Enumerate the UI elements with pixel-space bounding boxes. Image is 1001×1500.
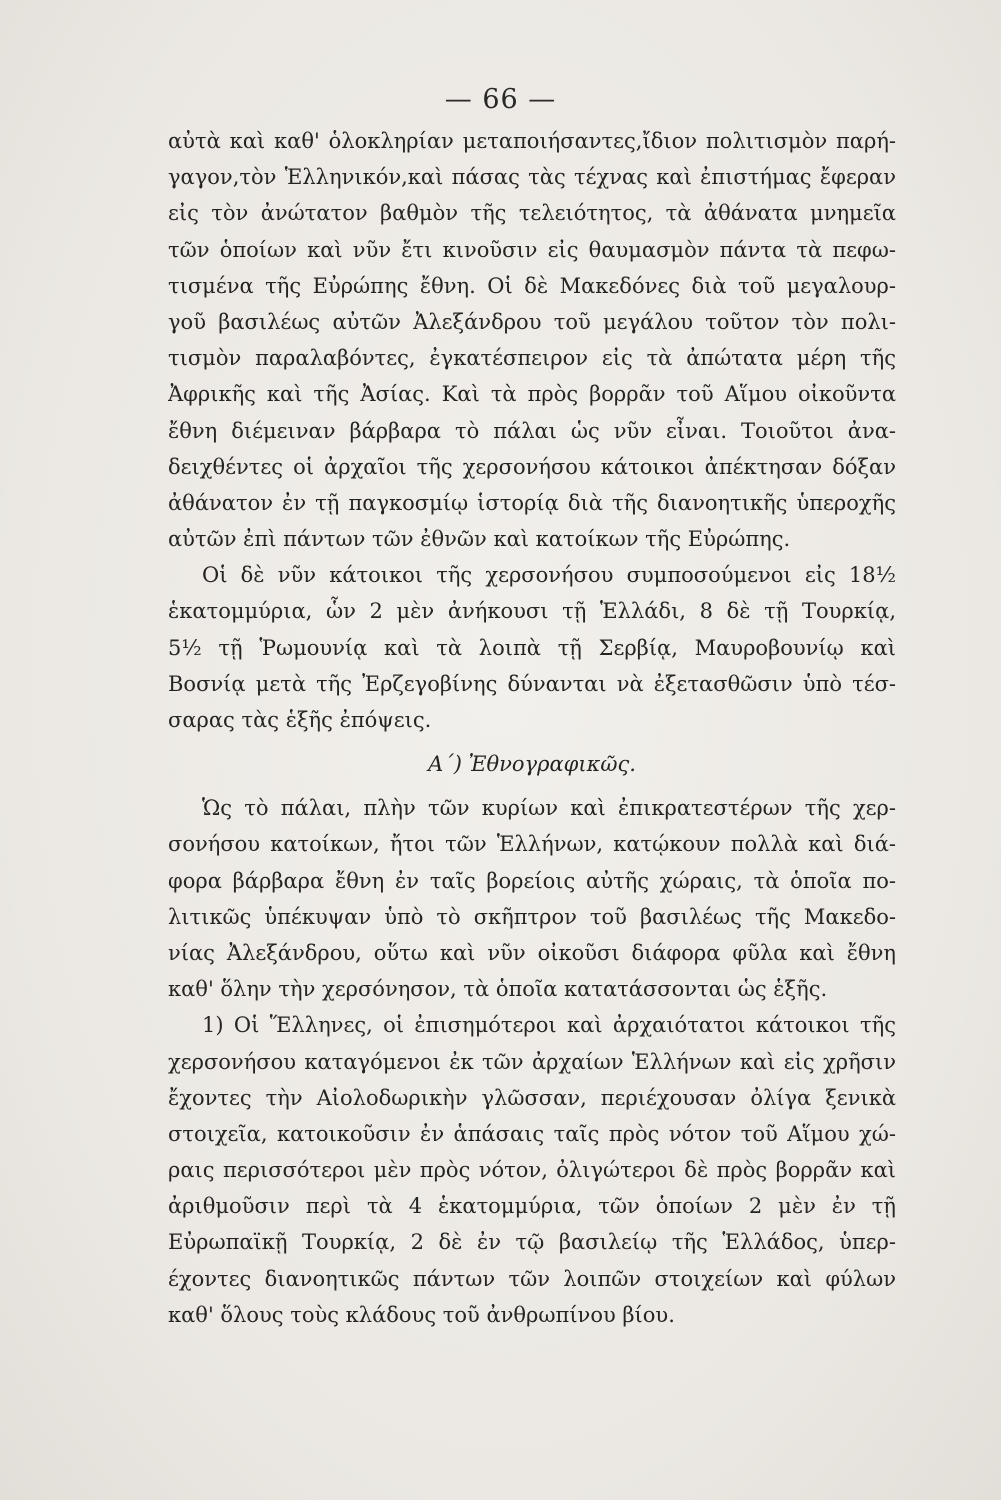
text-line: τισμὸν παραλαβόντες, ἐγκατέσπειρον εἰς τὰ ἀπώτατα μέρη τῆς [168,346,896,371]
text-line: ἔχοντες τὴν Αἰολοδωρικὴν γλῶσσαν, περιέχουσαν ὀλίγα ξενικὰ [168,1085,896,1110]
text-line: σαρας τὰς ἑξῆς ἐπόψεις. [168,708,432,732]
text-line: 1) Οἱ Ἕλληνες, οἱ ἐπισημότεροι καὶ ἀρχαιότατοι κάτοικοι τῆς [202,1013,896,1038]
text-line: ραις περισσότεροι μὲν πρὸς νότον, ὀλιγώτεροι δὲ πρὸς βορρᾶν καὶ [168,1158,896,1183]
section-heading: Α΄) Ἐθνογραφικῶς. [428,752,636,777]
page-number: — 66 — [444,84,557,115]
text-line: Βοσνίᾳ μετὰ τῆς Ἐρζεγοβίνης δύνανται νὰ ἐξετασθῶσιν ὑπὸ τέσ- [168,671,896,696]
text-line: Οἱ δὲ νῦν κάτοικοι τῆς χερσονήσου συμποσούμενοι εἰς 18½ [202,563,896,588]
paragraph-1 [168,123,896,557]
text-line: τῶν ὁποίων καὶ νῦν ἔτι κινοῦσιν εἰς θαυμασμὸν πάντα τὰ πεφω- [168,237,896,262]
text-line: ἔθνη διέμειναν βάρβαρα τὸ πάλαι ὡς νῦν εἶναι. Τοιοῦτοι ἀνα- [168,418,896,443]
text-line: ἀριθμοῦσιν περὶ τὰ 4 ἑκατομμύρια, τῶν ὁποίων 2 μὲν ἐν τῇ [168,1194,896,1219]
text-line: 5½ τῇ Ῥωμουνίᾳ καὶ τὰ λοιπὰ τῇ Σερβίᾳ, Μαυροβουνίῳ καὶ [168,635,896,660]
text-line: έχοντες διανοητικῶς πάντων τῶν λοιπῶν στοιχείων καὶ φύλων [168,1266,896,1291]
paragraph-3 [168,790,896,1007]
text-line: Εὐρωπαϊκῇ Τουρκίᾳ, 2 δὲ ἐν τῷ βασιλείῳ τῆς Ἑλλάδος, ὑπερ- [168,1230,896,1255]
text-line: λιτικῶς ὑπέκυψαν ὑπὸ τὸ σκῆπτρον τοῦ βασιλέως τῆς Μακεδο- [168,904,896,929]
text-line: καθ' ὅλην τὴν χερσόνησον, τὰ ὁποῖα κατατάσσονται ὡς ἑξῆς. [168,977,828,1002]
paragraph-4 [168,1007,896,1333]
text-line: εἰς τὸν ἀνώτατον βαθμὸν τῆς τελειότητος, τὰ ἀθάνατα μνημεῖα [168,201,896,226]
text-line: Ἀφρικῆς καὶ τῆς Ἀσίας. Καὶ τὰ πρὸς βορρᾶν τοῦ Αἵμου οἰκοῦντα [168,382,896,407]
text-line: φορα βάρβαρα ἔθνη ἐν ταῖς βορείοις αὐτῆς χώραις, τὰ ὁποῖα πο- [168,868,896,893]
text-line: γοῦ βασιλέως αὐτῶν Ἀλεξάνδρου τοῦ μεγάλου τοῦτον τὸν πολι- [168,309,896,334]
text-line: ἀθάνατον ἐν τῇ παγκοσμίῳ ἱστορίᾳ διὰ τῆς διανοητικῆς ὑπεροχῆς [168,490,896,515]
text-line: τισμένα τῆς Εὐρώπης ἔθνη. Οἱ δὲ Μακεδόνες διὰ τοῦ μεγαλουρ- [168,273,896,298]
text-line: Ὡς τὸ πάλαι, πλὴν τῶν κυρίων καὶ ἐπικρατεστέρων τῆς χερ- [202,796,896,821]
text-line: ἑκατομμύρια, ὧν 2 μὲν ἀνήκουσι τῇ Ἑλλάδι, 8 δὲ τῇ Τουρκίᾳ, [168,599,896,624]
page-body [168,123,896,1333]
text-line: αὐτῶν ἐπὶ πάντων τῶν ἐθνῶν καὶ κατοίκων τῆς Εὐρώπης. [168,527,791,552]
text-line: αὐτὰ καὶ καθ' ὁλοκληρίαν μεταποιήσαντες,ἴδιον πολιτισμὸν παρή- [168,129,896,153]
text-line: χερσονήσου καταγόμενοι ἐκ τῶν ἀρχαίων Ἑλλήνων καὶ εἰς χρῆσιν [168,1049,896,1074]
paragraph-2 [168,557,896,738]
text-line: δειχθέντες οἱ ἀρχαῖοι τῆς χερσονήσου κάτοικοι ἀπέκτησαν δόξαν [168,454,896,479]
text-line: σονήσου κατοίκων, ἤτοι τῶν Ἑλλήνων, κατῴκουν πολλὰ καὶ διά- [168,832,896,857]
text-line: στοιχεῖα, κατοικοῦσιν ἐν ἁπάσαις ταῖς πρὸς νότον τοῦ Αἵμου χώ- [168,1121,896,1146]
text-line: νίας Ἀλεξάνδρου, οὕτω καὶ νῦν οἰκοῦσι διάφορα φῦλα καὶ ἔθνη [168,940,896,965]
text-line: γαγον,τὸν Ἑλληνικόν,καὶ πάσας τὰς τέχνας καὶ ἐπιστήμας ἔφεραν [168,165,896,190]
text-line: καθ' ὅλους τοὺς κλάδους τοῦ ἀνθρωπίνου βίου. [168,1302,675,1327]
